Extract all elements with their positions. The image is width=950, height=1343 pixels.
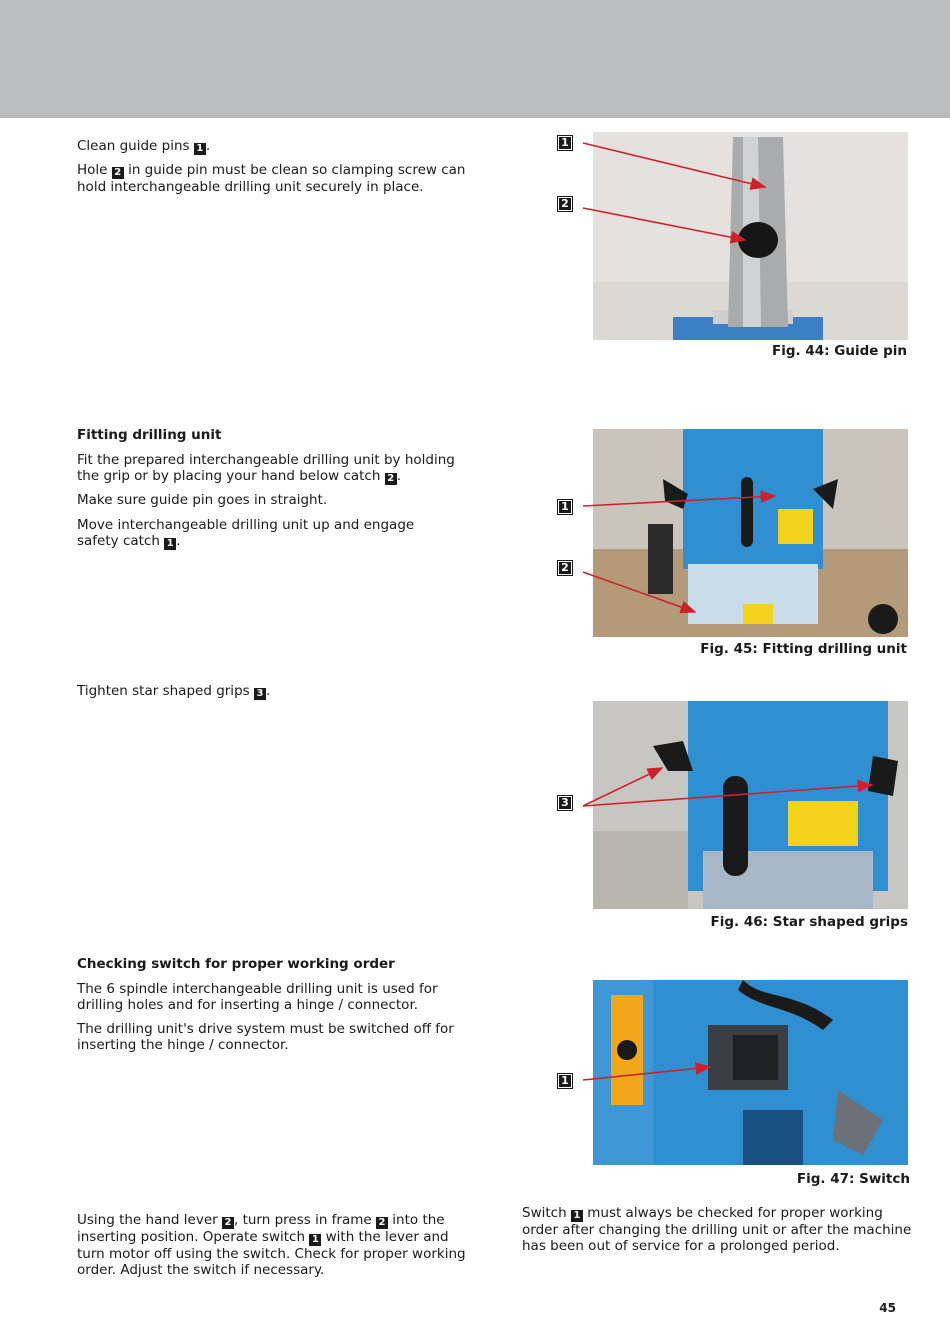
guide-pin-photo bbox=[593, 132, 908, 340]
guide-pin-illustration bbox=[593, 132, 908, 340]
star-grips-illustration bbox=[593, 701, 908, 909]
fit-prepared-unit-text: Fit the prepared interchangeable drilling unit by holding the grip or by placing your hand below catch 2 . bbox=[77, 452, 455, 484]
switch-photo bbox=[593, 980, 908, 1165]
clean-guide-pins-text: Clean guide pins 1 . bbox=[77, 138, 211, 154]
fig-46-caption: Fig. 46: Star shaped grips bbox=[710, 914, 908, 930]
marker-2: 2 bbox=[557, 196, 573, 212]
ref-badge: 1 bbox=[571, 1210, 583, 1222]
marker-3: 3 bbox=[557, 795, 573, 811]
header-band bbox=[0, 0, 950, 118]
ref-badge: 1 bbox=[164, 538, 176, 550]
fitting-drilling-unit-photo bbox=[593, 429, 908, 637]
ref-badge: 2 bbox=[385, 473, 397, 485]
ref-badge: 2 bbox=[376, 1217, 388, 1229]
engage-safety-catch-text: Move interchangeable drilling unit up and engage safety catch 1 . bbox=[77, 517, 415, 549]
ref-badge: 3 bbox=[254, 688, 266, 700]
ref-badge: 2 bbox=[222, 1217, 234, 1229]
fig-47-caption: Fig. 47: Switch bbox=[796, 1171, 910, 1187]
ref-badge: 1 bbox=[194, 143, 206, 155]
fig-44-caption: Fig. 44: Guide pin bbox=[772, 343, 907, 359]
marker-2: 2 bbox=[557, 560, 573, 576]
star-shaped-grips-photo bbox=[593, 701, 908, 909]
spindle-unit-text: The 6 spindle interchangeable drilling unit is used for drilling holes and for inserting a hinge / connector. bbox=[77, 981, 438, 1013]
guide-pin-straight-text: Make sure guide pin goes in straight. bbox=[77, 492, 328, 508]
drilling-unit-illustration bbox=[593, 429, 908, 637]
ref-badge: 1 bbox=[309, 1234, 321, 1246]
checking-switch-heading: Checking switch for proper working order bbox=[77, 956, 395, 972]
switch-check-text: Switch 1 must always be checked for proper working order after changing the drilling unit or after the machine has been out of service for a prolonged period. bbox=[522, 1205, 912, 1254]
marker-1: 1 bbox=[557, 135, 573, 151]
fitting-drilling-unit-heading: Fitting drilling unit bbox=[77, 427, 222, 443]
page-number: 45 bbox=[879, 1301, 896, 1315]
fig-45-caption: Fig. 45: Fitting drilling unit bbox=[700, 641, 907, 657]
ref-badge: 2 bbox=[112, 167, 124, 179]
drive-system-text: The drilling unit's drive system must be switched off for inserting the hinge / connector. bbox=[77, 1021, 454, 1053]
tighten-grips-text: Tighten star shaped grips 3 . bbox=[77, 683, 271, 699]
hand-lever-text: Using the hand lever 2 , turn press in frame 2 into the inserting position. Operate switch 1 with the lever and turn motor off using the switch. Check for proper working order. Adjust the switch if necessary. bbox=[77, 1212, 466, 1278]
switch-illustration bbox=[593, 980, 908, 1165]
marker-1: 1 bbox=[557, 1073, 573, 1089]
hole-guide-pin-text: Hole 2 in guide pin must be clean so clamping screw can hold interchangeable drilling unit securely in place. bbox=[77, 162, 466, 195]
marker-1: 1 bbox=[557, 499, 573, 515]
